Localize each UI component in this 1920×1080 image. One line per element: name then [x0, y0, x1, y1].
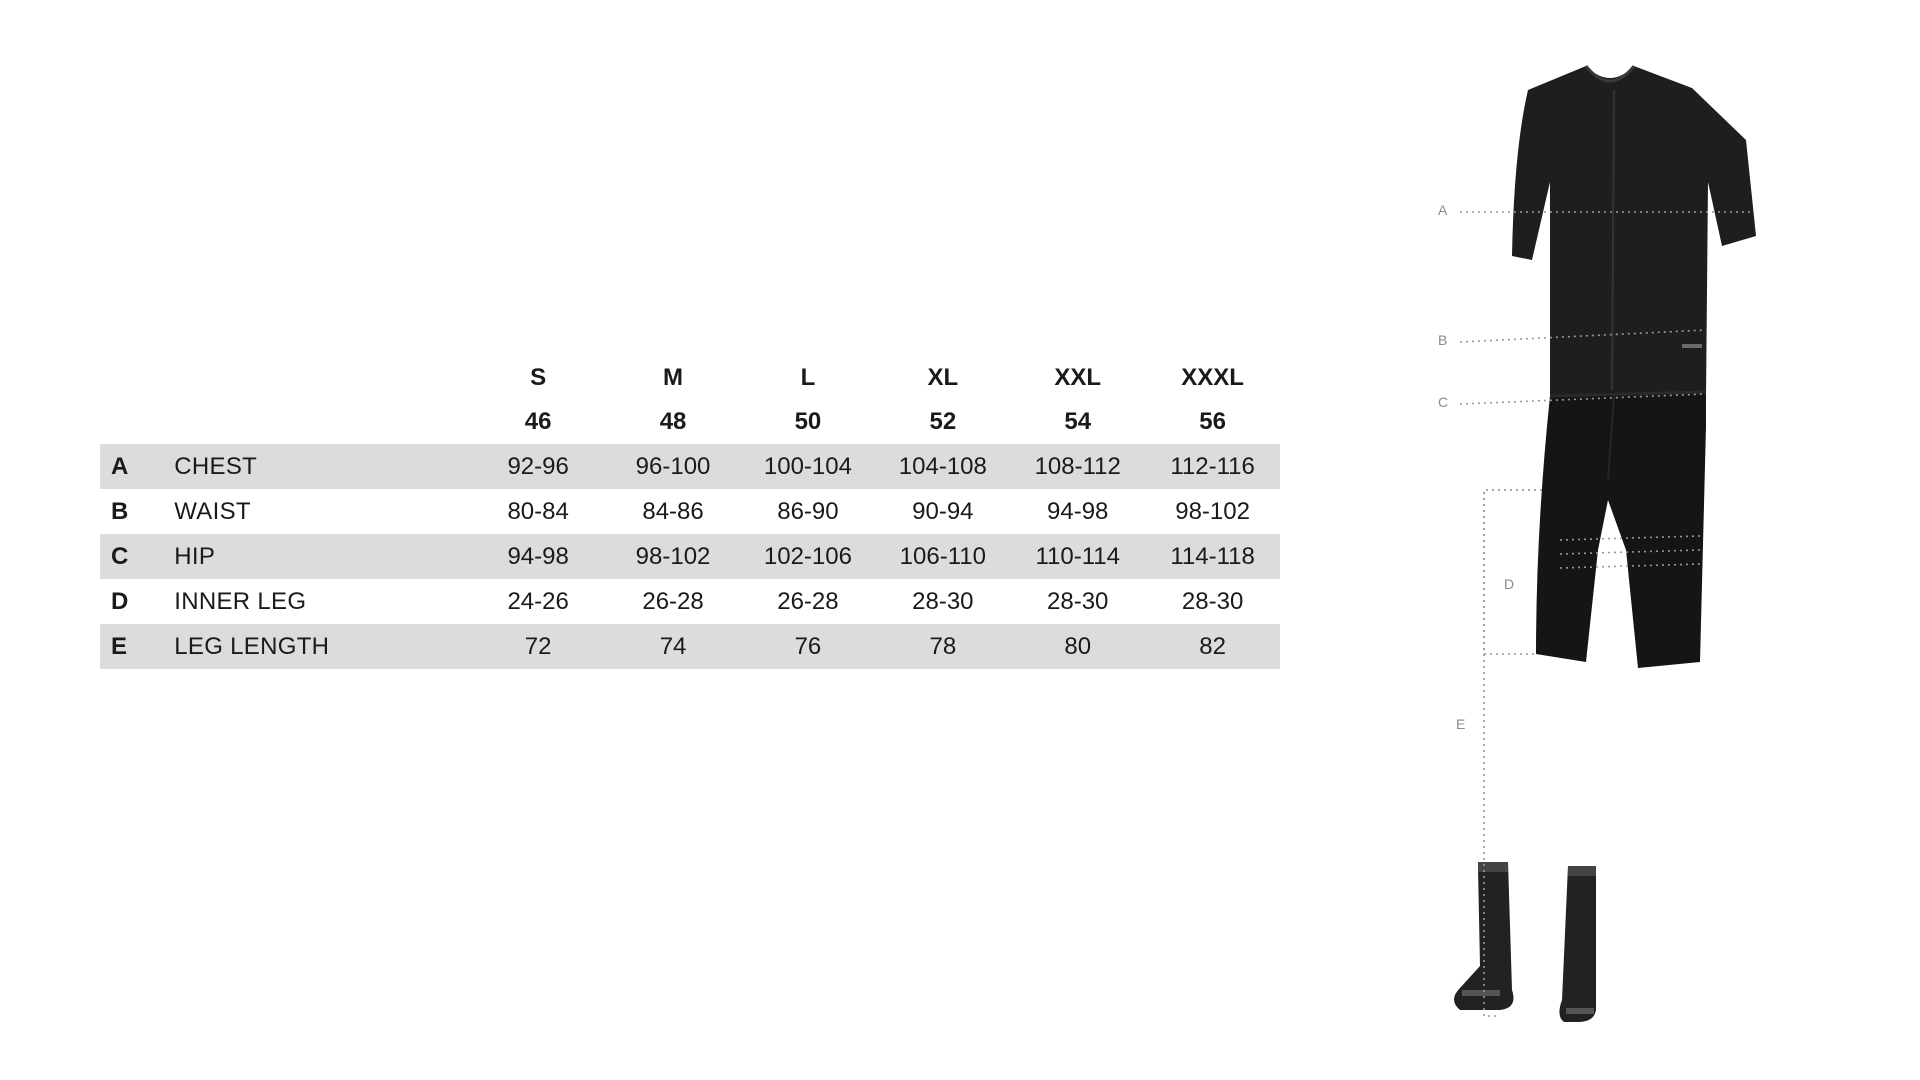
- size-header-xxl: XXL: [1054, 364, 1102, 391]
- size-header-row: [100, 356, 1280, 400]
- table-cell: 76: [794, 632, 822, 660]
- table-cell: 82: [1199, 632, 1226, 660]
- socks-image: [1454, 862, 1596, 1022]
- table-cell: 28-30: [1047, 587, 1109, 615]
- eu-size-52: 52: [929, 408, 957, 435]
- eu-size-46: 46: [524, 408, 552, 435]
- size-header-l: L: [800, 364, 816, 391]
- eu-size-54: 54: [1064, 408, 1092, 435]
- table-cell: 100-104: [763, 452, 852, 480]
- row-key: C: [111, 542, 129, 570]
- table-cell: 92-96: [507, 452, 569, 480]
- size-header-s: S: [530, 364, 547, 391]
- table-cell: 28-30: [912, 587, 974, 615]
- marker-c: C: [1438, 394, 1449, 410]
- table-row-leg-length: [100, 624, 1280, 669]
- marker-e: E: [1456, 716, 1466, 732]
- table-cell: 80: [1064, 632, 1092, 660]
- table-cell: 110-114: [1035, 542, 1120, 570]
- table-cell: 106-110: [899, 542, 986, 570]
- row-label: CHEST: [174, 452, 258, 480]
- eu-size-header-row: [100, 400, 1280, 444]
- table-cell: 98-102: [635, 542, 711, 570]
- row-label: WAIST: [174, 497, 251, 525]
- table-cell: 24-26: [507, 587, 569, 615]
- table-cell: 94-98: [507, 542, 569, 570]
- table-cell: 28-30: [1181, 587, 1244, 615]
- row-label: HIP: [174, 542, 216, 570]
- row-label: LEG LENGTH: [174, 632, 330, 660]
- table-cell: 108-112: [1034, 452, 1121, 480]
- inner-leg-measure-line: [1484, 490, 1542, 654]
- table-cell: 74: [659, 632, 687, 660]
- table-row-hip: [100, 534, 1280, 579]
- table-cell: 80-84: [507, 497, 569, 525]
- table-row-inner-leg: [100, 579, 1280, 624]
- eu-size-56: 56: [1199, 408, 1226, 435]
- row-label: INNER LEG: [174, 587, 307, 615]
- table-row-waist: [100, 489, 1280, 534]
- table-cell: 102-106: [763, 542, 852, 570]
- size-header-m: M: [663, 364, 684, 391]
- eu-size-48: 48: [659, 408, 687, 435]
- size-table: [100, 356, 1280, 669]
- size-header-xl: XL: [927, 364, 959, 391]
- marker-d: D: [1504, 576, 1515, 592]
- table-cell: 112-116: [1170, 452, 1255, 480]
- marker-b: B: [1438, 332, 1448, 348]
- eu-size-50: 50: [794, 408, 822, 435]
- size-header-xxxl: XXXL: [1181, 364, 1244, 391]
- table-cell: 86-90: [777, 497, 839, 525]
- table-cell: 104-108: [898, 452, 987, 480]
- table-cell: 90-94: [912, 497, 974, 525]
- marker-a: A: [1438, 202, 1448, 218]
- table-cell: 26-28: [777, 587, 839, 615]
- row-key: A: [111, 452, 129, 480]
- table-cell: 78: [929, 632, 957, 660]
- garment-illustration: [1400, 50, 1820, 1040]
- bib-shorts-image: [1536, 392, 1706, 668]
- table-cell: 96-100: [635, 452, 711, 480]
- table-cell: 84-86: [642, 497, 704, 525]
- table-cell: 94-98: [1047, 497, 1109, 525]
- table-cell: 26-28: [642, 587, 704, 615]
- row-key: B: [111, 497, 129, 525]
- row-key: E: [111, 632, 128, 660]
- row-key: D: [111, 587, 129, 615]
- table-cell: 98-102: [1175, 497, 1250, 525]
- table-cell: 72: [524, 632, 552, 660]
- table-row-chest: [100, 444, 1280, 489]
- kit-illustration-svg: [1400, 50, 1820, 1040]
- jersey-image: [1512, 66, 1756, 402]
- table-cell: 114-118: [1170, 542, 1255, 570]
